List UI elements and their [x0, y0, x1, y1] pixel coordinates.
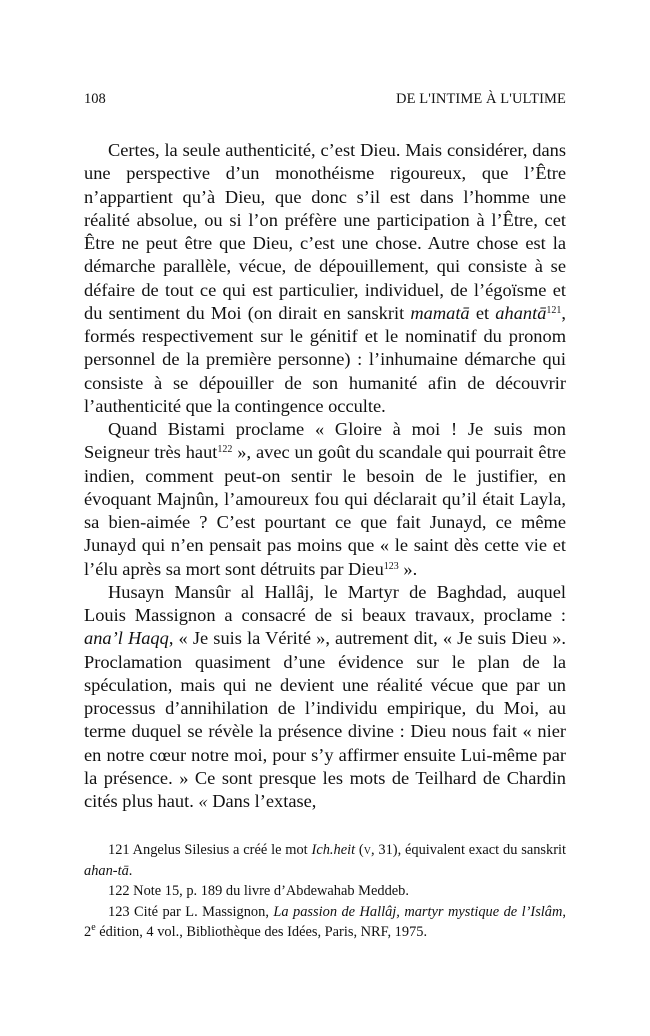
footnote-121 [84, 840, 566, 881]
text-run: 121 Angelus Silesius a créé le mot [108, 842, 312, 858]
text-run: Certes, la seule authenticité, c’est Dieu. Mais considérer, dans une perspective d’un monothéisme rigoureux, que l’Être n’appartient qu’à Dieu, que donc s’il est dans l’homme une réalité absolue, ou si l’on préfère une participation à l’Être, cet Être ne peut être que Dieu, c’est une chose. Autre chose est la démarche parallèle, vécue, de dépouillement, qui consiste à se défaire de tout ce qui est particulier, individuel, de l’égoïsme et du sentiment du Moi (on dirait en sanskrit [84, 140, 566, 323]
footnote-marker[interactable]: e [91, 922, 96, 934]
main-text [84, 139, 566, 813]
text-run: La passion de Hallâj, martyr mystique de l’Islâm [273, 903, 563, 920]
text-run: Quand Bistami proclame « Gloire à moi ! Je suis mon Seigneur très haut [84, 419, 566, 463]
text-run: ( [355, 842, 364, 858]
text-run: . [128, 862, 133, 879]
text-run: , « Je suis la Vérité », autrement dit, « Je suis Dieu ». Proclamation quasiment d’une évidence sur le plan de la spéculation, mais qui ne devient une réalité vécue que par un processus d’annihilation de l’individu empirique, du Moi, au terme duquel se révèle la présence divine : Dieu nous fait « nier en notre cœur notre moi, pour s’y affirmer ensuite Lui-même par la présence. » Ce sont presque les mots de Teilhard de Chardin cités plus haut. [84, 628, 566, 811]
text-run: v [363, 842, 371, 858]
page-number: 108 [84, 91, 106, 107]
text-run: ». [398, 558, 418, 579]
text-run: », avec un goût du scandale qui pourrait être indien, comment peut-on sentir le besoin de le justifier, en évoquant Majnûn, l’amoureux fou qui déclarait qu’il était Layla, sa bien-aimée ? C’est pourtant ce que fait Junayd, ce même Junayd qui n’en pensait pas moins que « le saint dès cette vie et l’élu après sa mort sont détruits par Dieu [84, 442, 566, 579]
text-run: « [198, 791, 208, 811]
footnote-122 [84, 881, 566, 902]
text-run: et [469, 302, 496, 323]
paragraph-3 [84, 581, 566, 814]
text-run: , 31), équivalent exact du sanskrit [370, 842, 566, 858]
text-run: Husayn Mansûr al Hallâj, le Martyr de Baghdad, auquel Louis Massignon a consacré de si beaux travaux, proclame : [84, 581, 566, 625]
paragraph-1 [84, 139, 566, 418]
text-run: ana’l Haqq [84, 628, 169, 649]
text-run: 123 Cité par L. Massignon, [108, 903, 274, 920]
footnote-marker[interactable]: 121 [546, 304, 562, 316]
text-run: , formés respectivement sur le génitif et le nominatif du pronom personnel de la première personne) : l’inhumaine démarche qui consiste à se dépouiller de son humanité afin de découvrir l’authenticité que la contingence occulte. [84, 302, 566, 416]
running-title: DE L'INTIME À L'ULTIME [396, 91, 566, 107]
footnote-123 [84, 902, 566, 943]
paragraph-2 [84, 418, 566, 581]
text-run: Dans l’extase, [207, 791, 317, 811]
text-run: ahan-tā [84, 862, 129, 879]
text-run: mamatā [410, 302, 470, 323]
text-run: édition, 4 vol., Bibliothèque des Idées, Paris, NRF, 1975. [95, 924, 428, 941]
footnote-marker[interactable]: 123 [383, 560, 399, 572]
text-run: Ich.heit [311, 842, 356, 858]
footnote-marker[interactable]: 122 [217, 444, 233, 456]
text-run: , 2 [84, 903, 566, 941]
text-run: ahantā [495, 302, 547, 323]
text-run: 122 Note 15, p. 189 du livre d’Abdewahab Meddeb. [108, 883, 409, 900]
footnotes [84, 840, 566, 943]
